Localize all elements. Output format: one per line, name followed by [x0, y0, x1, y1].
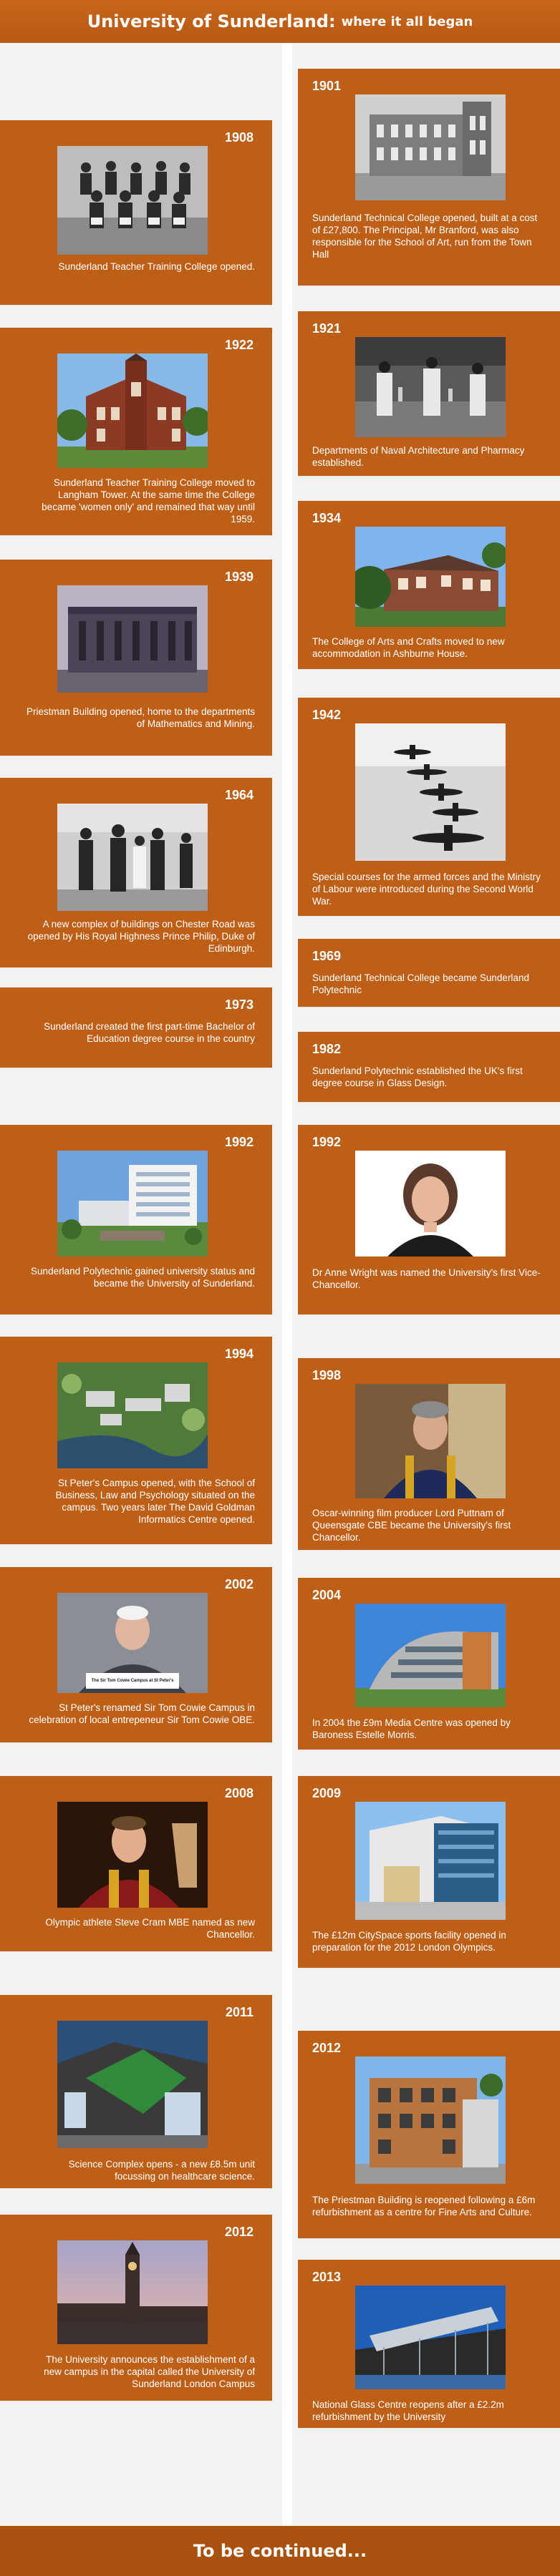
event-year: 2008 — [224, 1786, 254, 1800]
event-year: 1964 — [224, 788, 254, 802]
timeline-card-2012-right — [298, 2031, 560, 2238]
ashburne-house-photo — [355, 527, 506, 627]
event-year: 1921 — [312, 321, 342, 336]
glass-centre-photo — [355, 2285, 506, 2389]
event-year: 1901 — [312, 79, 342, 93]
timeline-card-1992-left — [0, 1125, 272, 1314]
group-photo — [57, 146, 208, 255]
event-year: 2012 — [312, 2041, 342, 2055]
priestman-building-photo — [57, 585, 208, 693]
event-year: 1992 — [224, 1135, 254, 1149]
media-centre-photo — [355, 1604, 506, 1707]
timeline-spine — [282, 43, 292, 2526]
langham-tower-photo — [57, 353, 208, 468]
event-year: 1908 — [224, 130, 254, 145]
campus-sign: The Sir Tom Cowie Campus at St Peter's — [91, 1679, 174, 1683]
event-year: 1934 — [312, 511, 342, 525]
event-description: The £12m CitySpace sports facility opened in preparation for the 2012 London Olympics. — [312, 1930, 506, 1953]
event-description: The College of Arts and Crafts moved to new accommodation in Ashburne House. — [312, 636, 505, 659]
st-peters-aerial-photo — [57, 1362, 208, 1468]
event-description: A new complex of buildings on Chester Road was opened by His Royal Highness Prince Philip, Duke of Edinburgh. — [27, 919, 255, 954]
event-year: 2011 — [225, 2005, 254, 2019]
timeline-card-1934 — [298, 501, 560, 669]
timeline-card-1908 — [0, 120, 272, 305]
event-description: Sunderland Teacher Training College moved to Langham Tower. At the same time the College became 'women only' and remained that way until 1959. — [42, 477, 255, 525]
timeline-card-1998 — [298, 1358, 560, 1550]
cityspace-photo — [355, 1802, 506, 1920]
event-description: Oscar-winning film producer Lord Puttnam of Queensgate CBE became the University's first Chancellor. — [312, 1508, 511, 1543]
timeline-card-1969 — [298, 939, 560, 1007]
timeline-card-1994 — [0, 1337, 272, 1544]
campus-building-photo — [57, 1151, 208, 1257]
timeline-card-2004 — [298, 1578, 560, 1750]
timeline-card-1982 — [298, 1032, 560, 1102]
event-description: Departments of Naval Architecture and Pharmacy established. — [312, 445, 525, 468]
event-description: Sunderland Polytechnic gained university status and became the University of Sunderland. — [31, 1266, 255, 1289]
priestman-refurb-photo — [355, 2057, 506, 2184]
event-description: Sunderland Technical College opened, built at a cost of £27,800. The Principal, Mr Branford, was also responsible for the School of Art, run from the Town Hall — [312, 213, 538, 260]
lord-puttnam-photo — [355, 1384, 506, 1498]
timeline-card-1942 — [298, 698, 560, 916]
event-year: 1969 — [312, 949, 342, 963]
timeline-card-2011 — [0, 1995, 272, 2188]
college-building-photo — [355, 94, 506, 200]
event-description: Dr Anne Wright was named the University's first Vice-Chancellor. — [312, 1267, 541, 1290]
event-description: National Glass Centre reopens after a £2.2m refurbishment by the University — [312, 2399, 504, 2422]
event-description: Priestman Building opened, home to the departments of Mathematics and Mining. — [26, 706, 255, 729]
event-year: 2002 — [224, 1577, 254, 1591]
event-year: 1922 — [224, 338, 254, 352]
event-description: In 2004 the £9m Media Centre was opened by Baroness Estelle Morris. — [312, 1717, 511, 1740]
event-description: Sunderland Teacher Training College opened. — [58, 261, 255, 272]
timeline-card-1964 — [0, 778, 272, 967]
event-description: Sunderland created the first part-time Bachelor of Education degree course in the country — [44, 1021, 255, 1044]
event-year: 1994 — [224, 1347, 254, 1361]
event-description: Sunderland Polytechnic established the UK's first degree course in Glass Design. — [312, 1065, 523, 1088]
event-year: 2012 — [224, 2225, 254, 2239]
big-ben-photo — [57, 2240, 208, 2344]
event-year: 1973 — [224, 997, 254, 1012]
event-description: St Peter's renamed Sir Tom Cowie Campus in celebration of local entrepeneur Sir Tom Cowie OBE. — [29, 1702, 255, 1725]
spitfires-photo — [355, 723, 506, 861]
timeline-card-1973 — [0, 987, 272, 1068]
event-description: Sunderland Technical College became Sunderland Polytechnic — [312, 972, 529, 995]
event-description: St Peter's Campus opened, with the School of Business, Law and Psychology situated on the campus. Two years later The David Goldman Informatics Centre opened. — [55, 1478, 255, 1525]
event-year: 1992 — [312, 1135, 342, 1149]
event-year: 1982 — [312, 1042, 342, 1056]
timeline-card-2009 — [298, 1776, 560, 1968]
steve-cram-photo — [57, 1802, 208, 1908]
timeline-card-1921 — [298, 311, 560, 476]
timeline-card-2008 — [0, 1776, 272, 1951]
header-title: University of Sunderland: — [87, 11, 336, 31]
event-year: 1998 — [312, 1368, 342, 1382]
anne-wright-photo — [355, 1151, 506, 1257]
page-footer — [0, 2526, 560, 2576]
event-year: 1942 — [312, 708, 342, 722]
footer-label: To be continued... — [193, 2541, 367, 2561]
event-year: 1939 — [224, 570, 254, 584]
timeline-card-2002 — [0, 1567, 272, 1742]
event-description: Olympic athlete Steve Cram MBE named as new Chancellor. — [45, 1917, 255, 1940]
event-year: 2009 — [312, 1786, 342, 1800]
event-description: The University announces the establishment of a new campus in the capital called the University of Sunderland London Campus — [44, 2354, 255, 2389]
science-complex-photo — [57, 2021, 208, 2148]
timeline-card-2012-left — [0, 2215, 272, 2401]
timeline-card-1992-right — [298, 1125, 560, 1314]
laboratory-photo — [355, 337, 506, 437]
timeline-card-1922 — [0, 328, 272, 535]
event-year: 2004 — [312, 1588, 342, 1602]
event-description: Special courses for the armed forces and the Ministry of Labour were introduced during the Second World War. — [312, 872, 541, 907]
prince-philip-photo — [57, 804, 208, 911]
tom-cowie-photo — [57, 1593, 208, 1693]
page-header — [0, 0, 560, 43]
timeline-card-1939 — [0, 560, 272, 756]
event-year: 2013 — [312, 2270, 342, 2284]
header-subtitle: where it all began — [341, 14, 473, 29]
event-description: Science Complex opens - a new £8.5m unit focussing on healthcare science. — [68, 2159, 255, 2182]
timeline-card-1901 — [298, 69, 560, 286]
timeline-card-2013 — [298, 2260, 560, 2428]
event-description: The Priestman Building is reopened following a £6m refurbishment as a centre for Fine Arts and Culture. — [312, 2195, 536, 2218]
